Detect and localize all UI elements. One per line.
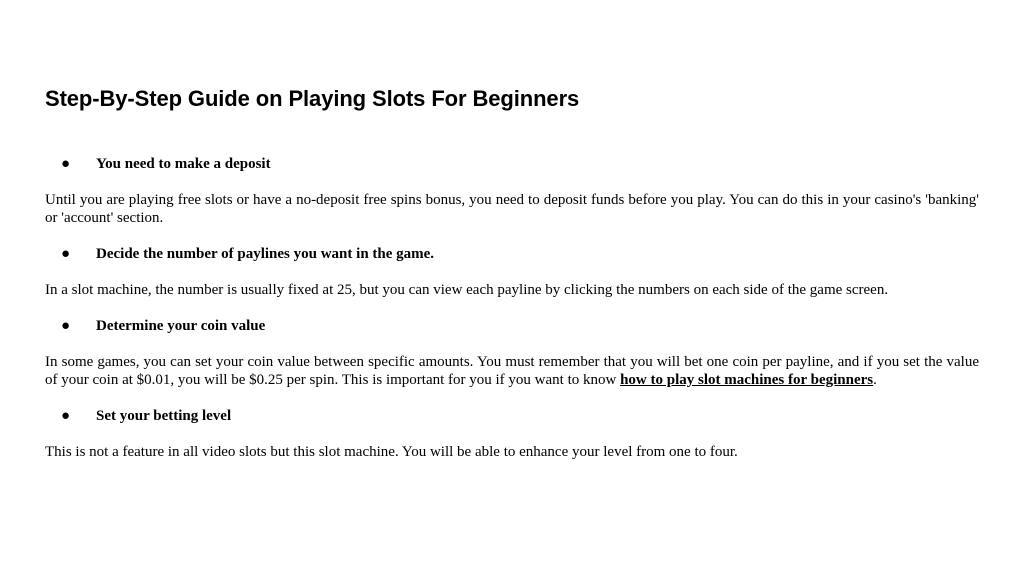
section-heading-label: You need to make a deposit	[96, 156, 271, 172]
section-heading-coin-value	[45, 317, 979, 339]
section-body-coin-value	[45, 353, 979, 389]
section-body-paylines: In a slot machine, the number is usually fixed at 25, but you can view each payline by clicking the numbers on each side of the game screen.	[45, 282, 889, 298]
section-heading-label: Decide the number of paylines you want in the game.	[96, 246, 435, 262]
bullet-icon: ●	[61, 156, 71, 172]
bullet-icon: ●	[61, 408, 71, 424]
page-title: Step-By-Step Guide on Playing Slots For Beginners	[45, 86, 580, 111]
how-to-play-slots-link[interactable]: how to play slot machines for beginners	[620, 372, 874, 388]
section-body-text-end: .	[873, 372, 877, 388]
bullet-icon: ●	[61, 246, 71, 262]
section-heading-deposit	[45, 155, 979, 177]
section-body-text: In some games, you can set your coin value between specific amounts. You must remember that you will bet one coin per payline, and if you set the value of your coin at $0.01, you will be $0.25 per spin. This is important for you if you want to know	[45, 354, 979, 388]
section-heading-label: Determine your coin value	[96, 318, 266, 334]
section-heading-label: Set your betting level	[96, 408, 232, 424]
guide-content	[45, 155, 979, 479]
section-heading-betting-level	[45, 407, 979, 429]
section-heading-paylines	[45, 245, 979, 267]
bullet-icon: ●	[61, 318, 71, 334]
section-body-deposit: Until you are playing free slots or have a no-deposit free spins bonus, you need to deposit funds before you play. You can do this in your casino's 'banking' or 'account' section.	[45, 192, 979, 226]
section-body-betting-level: This is not a feature in all video slots but this slot machine. You will be able to enhance your level from one to four.	[45, 444, 738, 460]
